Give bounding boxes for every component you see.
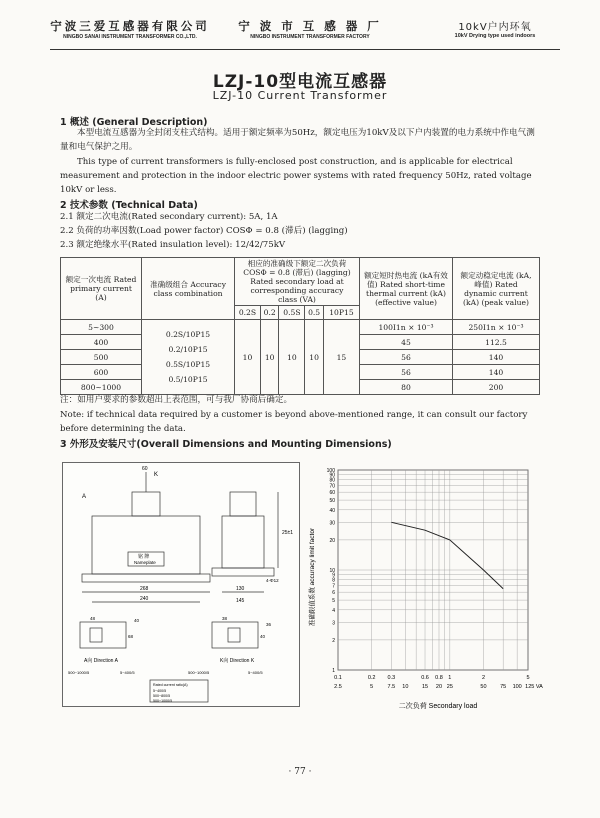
company-sanai-en: NINGBO SANAI INSTRUMENT TRANSFORMER CO.,LTD. [63, 34, 197, 40]
mark-a: A [82, 494, 87, 500]
primary-cell: 800~1000 [61, 380, 142, 395]
note-en: Note: if technical data required by a customer is beyond above-mentioned range, it can consult our factory before determining the data. [60, 410, 528, 434]
dim-48: 48 [90, 616, 96, 621]
x-tick-label-bottom: 2.5 [334, 684, 342, 690]
dynamic-cell: 112.5 [453, 335, 540, 350]
x-tick-label-top: 0.6 [421, 675, 429, 681]
dynamic-cell: 140 [453, 350, 540, 365]
y-tick-label: 60 [329, 490, 335, 497]
company-factory-en: NINGBO INSTRUMENT TRANSFORMER FACTORY [250, 34, 370, 40]
header-primary: 额定一次电流 Rated primary current (A) [61, 258, 142, 320]
nameplate-en: Nameplate [134, 560, 156, 565]
dim-25: 25±1 [282, 530, 294, 536]
y-tick-label: 5 [332, 598, 335, 605]
load-cell: 10 [235, 320, 261, 395]
section-1-heading: 1 概述 (General Description) [60, 117, 208, 128]
note-cn: 注：如用户要求的参数超出上表范围，可与我厂协商后确定。 [60, 395, 293, 405]
nameplate-cn: 铭 牌 [138, 554, 150, 560]
y-tick-label: 7 [332, 583, 335, 590]
y-tick-label: 8 [332, 577, 335, 584]
y-tick-label: 10 [329, 568, 335, 574]
x-tick-label-top: 0.8 [435, 675, 443, 681]
y-tick-label: 20 [329, 537, 335, 544]
x-tick-label-bottom: 7.5 [387, 684, 396, 690]
header-load: 相应的准确级下额定二次负荷 COSΦ = 0.8 (滞后) (lagging) Rated secondary load at corresponding accuracy class (VA) [235, 258, 360, 306]
page-title: LZJ-10型电流互感器 [212, 72, 388, 92]
y-tick-label: 4 [332, 607, 335, 614]
class-cell: 0.5 [305, 306, 324, 320]
combination-item: 0.5S/10P15 [165, 360, 211, 369]
y-tick-label: 1 [332, 668, 335, 674]
class-cell: 10P15 [323, 306, 359, 320]
page-number: · 77 · [288, 767, 312, 777]
combination-item: 0.5/10P15 [168, 375, 208, 384]
dim-130: 130 [236, 586, 245, 592]
thermal-cell: 100I1n × 10⁻³ [360, 320, 453, 335]
dim-40b: 40 [260, 634, 266, 639]
header-thermal: 额定短时热电流 (kA有效值) Rated short-time thermal current (kA) (effective value) [360, 258, 453, 320]
dynamic-cell: 200 [453, 380, 540, 395]
dim-4holes: 4-Φ12 [266, 578, 279, 583]
ratio-label: 500~1000/5 [188, 670, 210, 675]
load-cell: 10 [260, 320, 279, 395]
load-cell: 10 [279, 320, 305, 395]
thermal-cell: 56 [360, 350, 453, 365]
page-header [50, 18, 560, 52]
primary-cell: 600 [61, 365, 142, 380]
x-tick-label-top: 2 [481, 675, 486, 681]
x-tick-label-bottom: 75 [500, 684, 507, 690]
dim-38: 38 [222, 616, 228, 621]
x-tick-label-top: 5 [526, 675, 530, 681]
class-cell: 0.5S [279, 306, 305, 320]
y-tick-label: 50 [329, 498, 335, 505]
company-factory [230, 18, 390, 40]
header-accuracy: 准确级组合 Accuracy class combination [142, 258, 235, 320]
drawing-frame [63, 463, 300, 707]
dim-68: 68 [128, 634, 134, 639]
x-tick-label-top: 0.3 [387, 675, 396, 681]
x-tick-label-bottom: 10 [402, 684, 409, 690]
ratio-table-row: 5~400/5 [153, 689, 167, 693]
dynamic-cell: 250I1n × 10⁻³ [453, 320, 540, 335]
primary-cell: 400 [61, 335, 142, 350]
dim-240: 240 [140, 596, 149, 602]
chart-ticks [327, 468, 543, 690]
dim-60: 60 [142, 466, 148, 472]
combination-cell [142, 320, 235, 395]
header-rule [50, 49, 560, 50]
thermal-cell: 45 [360, 335, 453, 350]
page-subtitle: LZJ-10 Current Transformer [212, 89, 388, 102]
company-sanai-cn: 宁波三爱互感器有限公司 [50, 19, 210, 33]
x-tick-label-bottom: 5 [370, 684, 374, 690]
x-tick-label-bottom: 20 [435, 684, 443, 690]
product-category [430, 18, 560, 39]
chart-curve [391, 522, 503, 588]
view-k-label: K向 Direction K [220, 658, 255, 664]
chart-xlabel: 二次负荷 Secondary load [398, 703, 478, 710]
primary-cell: 500 [61, 350, 142, 365]
company-sanai [50, 18, 210, 40]
accuracy-limit-chart [300, 462, 545, 722]
spec-power-factor: 2.2 负荷的功率因数(Load power factor) COSΦ = 0.8 (滞后) (lagging) [60, 226, 348, 236]
ratio-label: 5~400/5 [248, 670, 263, 675]
table-row [61, 320, 540, 335]
dim-40: 40 [134, 618, 140, 623]
thermal-cell: 80 [360, 380, 453, 395]
class-cell: 0.2S [235, 306, 261, 320]
ratio-table-row: 500~800/5 [153, 694, 171, 698]
load-cell: 15 [323, 320, 359, 395]
section-3-heading: 3 外形及安装尺寸(Overall Dimensions and Mounting Dimensions) [60, 439, 392, 450]
spec-insulation: 2.3 额定绝缘水平(Rated insulation level): 12/42/75kV [60, 240, 286, 250]
view-a-label: A向 Direction A [84, 658, 118, 664]
x-tick-label-bottom: 15 [421, 684, 429, 690]
y-tick-label: 2 [332, 637, 335, 644]
x-tick-label-top: 0.1 [334, 675, 342, 681]
ratio-table-title: Rated current ratio(A) [153, 683, 188, 687]
section-2-heading: 2 技术参数 (Technical Data) [60, 200, 198, 211]
y-tick-label: 9 [332, 572, 335, 579]
x-tick-label-bottom: 125 VA [525, 684, 543, 690]
x-tick-label-bottom: 50 [480, 684, 487, 690]
y-tick-label: 80 [329, 477, 335, 484]
product-category-cn: 10kV户内环氧 [458, 22, 532, 33]
section-1-en: This type of current transformers is fully-enclosed post construction, and is applicable for electrical measurement and protection in the indoor electric power systems with rated frequency 50Hz, rated voltage 10kV or less. [60, 157, 532, 195]
technical-data-table [60, 257, 540, 395]
section-1-cn: 本型电流互感器为全封闭支柱式结构。适用于额定频率为50Hz，额定电压为10kV及以下户内装置的电力系统中作电气测量和电气保护之用。 [60, 128, 535, 152]
y-tick-label: 30 [329, 520, 335, 527]
x-tick-label-bottom: 100 [512, 684, 522, 690]
x-tick-label-bottom: 25 [446, 684, 453, 690]
ratio-table-row: 500~1000/5 [153, 699, 173, 703]
combination-item: 0.2/10P15 [168, 345, 208, 354]
chart-ylabel: 准确限值系数 accuracy limit factor [309, 527, 316, 627]
x-tick-label-top: 1 [448, 675, 452, 681]
dimension-drawing [62, 462, 300, 707]
ratio-label: 5~400/5 [120, 670, 135, 675]
dim-36: 36 [266, 622, 272, 627]
class-cell: 0.2 [260, 306, 279, 320]
primary-cell: 5~300 [61, 320, 142, 335]
header-dynamic: 额定动稳定电流 (kA, 峰值) Rated dynamic current (kA) (peak value) [453, 258, 540, 320]
company-factory-cn: 宁 波 市 互 感 器 厂 [238, 19, 382, 33]
product-category-en: 10kV Drying type used indoors [454, 33, 536, 39]
dynamic-cell: 140 [453, 365, 540, 380]
thermal-cell: 56 [360, 365, 453, 380]
ratio-label: 500~1000/5 [68, 670, 90, 675]
mark-k: K [154, 472, 159, 478]
chart-grid [338, 470, 528, 670]
y-tick-label: 70 [329, 483, 335, 490]
spec-secondary-current: 2.1 额定二次电流(Rated secondary current): 5A, 1A [60, 212, 278, 222]
load-cell: 10 [305, 320, 324, 395]
y-tick-label: 6 [332, 590, 335, 597]
combination-item: 0.2S/10P15 [165, 330, 211, 339]
y-tick-label: 100 [326, 468, 335, 474]
y-tick-label: 90 [329, 472, 335, 479]
x-tick-label-top: 0.2 [367, 675, 376, 681]
dim-268: 268 [140, 586, 149, 592]
dim-145: 145 [236, 598, 245, 604]
y-tick-label: 3 [332, 620, 335, 627]
y-tick-label: 40 [329, 507, 335, 514]
